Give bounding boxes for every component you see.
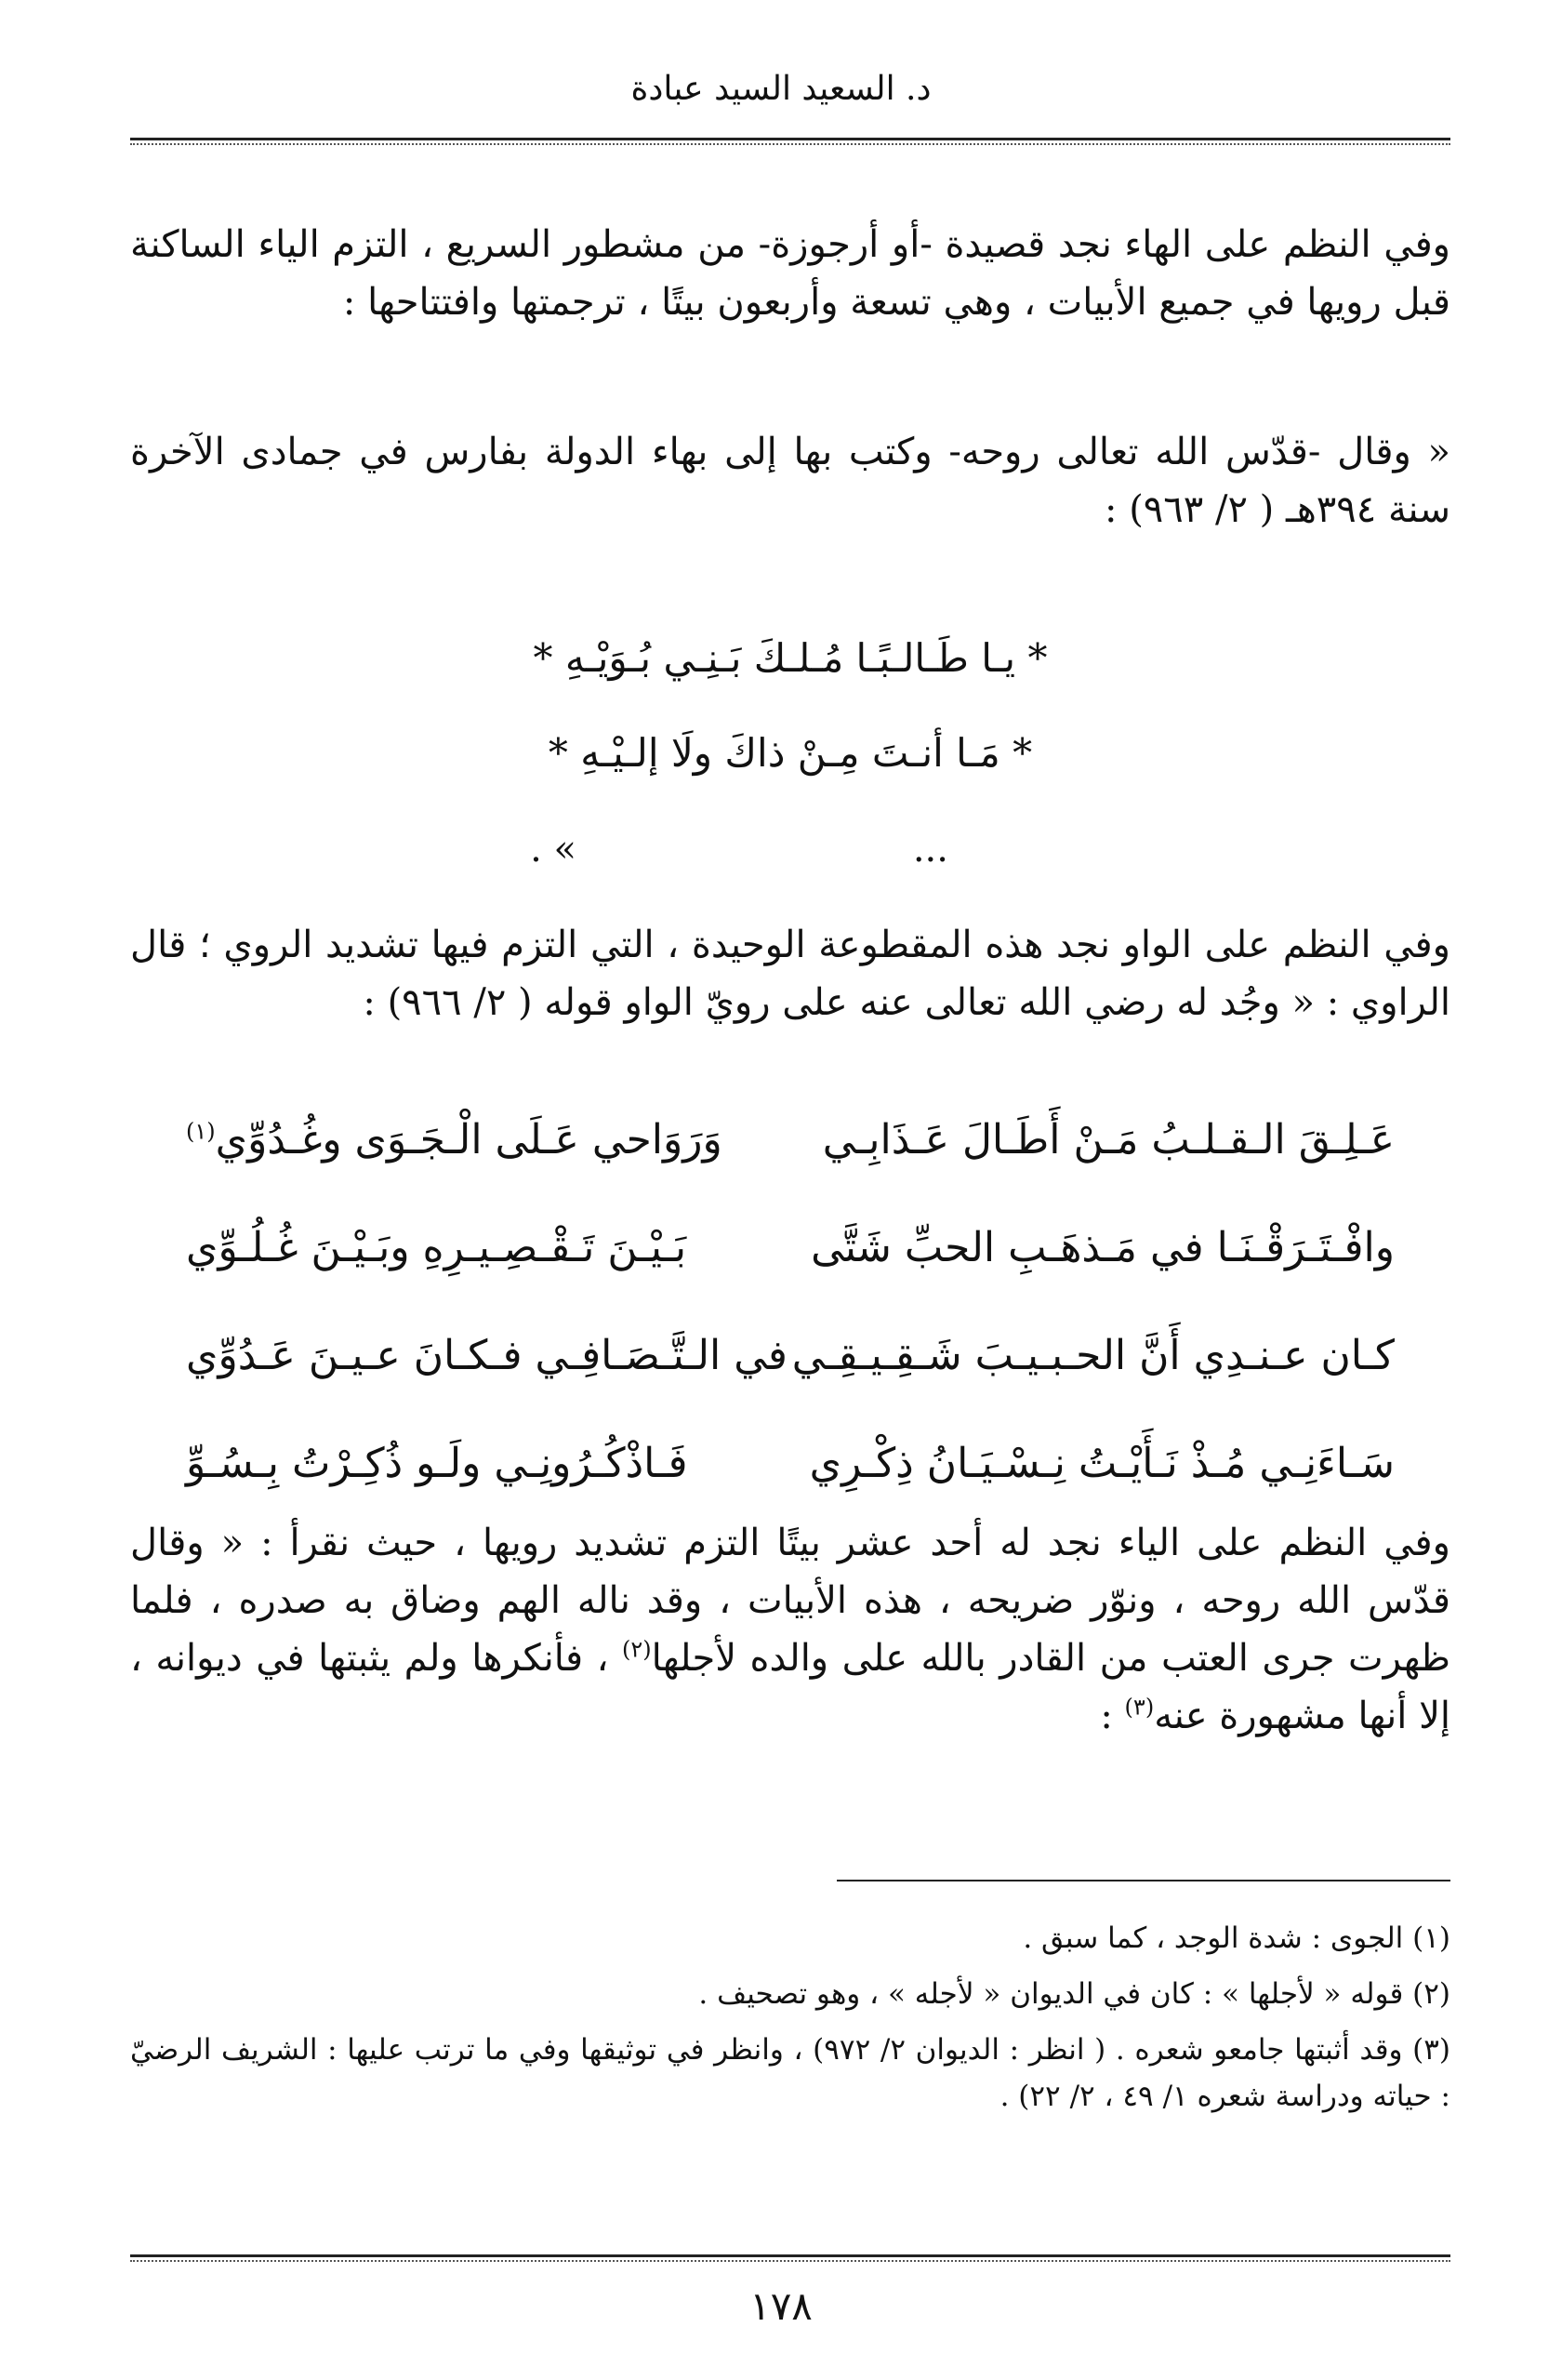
poem-hemistich-second: فَـاذْكُـرُونِـي ولَـو ذُكِـرْتُ بِـسُـوِّ: [186, 1440, 688, 1487]
ellipsis-dots: ...: [912, 828, 948, 871]
footnote-ref-2: (٢): [622, 1636, 652, 1663]
footnote-ref-1: (١): [186, 1118, 216, 1145]
paragraph-waw-rhyme: وفي النظم على الواو نجد هذه المقطوعة الوحيدة ، التي التزم فيها تشديد الروي ؛ قال الراوي : « وجُد له رضي الله تعالى عنه على رويّ الواو قوله ( ٢/ ٩٦٦) :: [130, 924, 1450, 1024]
paragraph-quote-intro: « وقال -قدّس الله تعالى روحه- وكتب بها إلى بهاء الدولة بفارس في جمادى الآخرة سنة ٣٩٤هـ ( ٢/ ٩٦٣) :: [130, 431, 1450, 531]
paragraph-ya-rhyme: وفي النظم على الياء نجد له أحد عشر بيتًا التزم تشديد رويها ، حيث نقرأ : « وقال قدّس الله روحه ، ونوّر ضريحه ، هذه الأبيات ، وقد ناله الهم وضاق به صدره ، فلما ظهرت جرى العتب من القادر بالله على والده لأجلها$^{(٢)}$ ، فأنكرها ولم يثبتها في ديوانه ، إلا أنها مشهورة عنه$^{(٣)}$ :: [130, 1522, 1450, 1737]
poem-hemistich-first: عَـلِـقَ الـقـلـبُ مَـنْ أَطَـالَ عَـذَابِـي: [822, 1116, 1395, 1163]
poem-line: [130, 1302, 1450, 1410]
poem-hemistich-first: وافْـتَـرَقْـنَـا في مَـذهَـبِ الحبِّ شَتَّى: [811, 1224, 1395, 1271]
footnote-3: (٣) وقد أثبتها جامعو شعره . ( انظر : الديوان ٢/ ٩٧٢) ، وانظر في توثيقها وفي ما ترتب عليها : الشريف الرضيّ : حياته ودراسة شعره ١/ ٤٩ ، ٢/ ٢٢) .: [130, 2033, 1450, 2113]
page-number: ١٧٨: [749, 2283, 813, 2329]
poem-hemistich-first: سَـاءَنِـي مُـذْ نَـأَيْـتُ نِـسْـيَـانُ ذِكْـرِي: [809, 1440, 1395, 1487]
paragraph-ha-rhyme: وفي النظم على الهاء نجد قصيدة -أو أرجوزة- من مشطور السريع ، التزم الياء الساكنة قبل رويها في جميع الأبيات ، وهي تسعة وأربعون بيتًا ، ترجمتها وافتتاحها :: [130, 223, 1450, 324]
poem-line: [130, 1194, 1450, 1302]
footnote-1: (١) الجوى : شدة الوجد ، كما سبق .: [1023, 1921, 1450, 1955]
poem-hemistich-second: وَرَوَاحي عَـلَى الْـجَـوَى وغُـدُوِّي$^{(١)}$: [186, 1116, 722, 1163]
poem-hemistich-first: كـان عـنـدِي أَنَّ الحـبـيـبَ شَـقِـيـقِـي: [791, 1332, 1395, 1379]
quote-close: » .: [530, 828, 576, 871]
verse-line-2: * مَـا أنـتَ مِـنْ ذاكَ ولَا إلـيْـهِ *: [548, 730, 1033, 776]
footnote-separator: [837, 1880, 1450, 1881]
verse-line-1: * يـا طَـالـبًـا مُـلـكَ بَـنِـي بُـوَيْـهِ *: [533, 635, 1048, 681]
footnote-ref-3: (٣): [1124, 1694, 1155, 1721]
footer-rule: [130, 2254, 1450, 2262]
poem-line: [130, 1410, 1450, 1518]
footnote-2: (٢) قوله « لأجلها » : كان في الديوان « لأجله » ، وهو تصحيف .: [698, 1977, 1450, 2011]
poem-hemistich-second: بَـيْـنَ تَـقْـصِـيـرِهِ وبَـيْـنَ غُـلُـوِّي: [186, 1224, 687, 1271]
header-rule: [130, 138, 1450, 145]
ellipsis-line: [130, 828, 1450, 874]
poem-line: [130, 1086, 1450, 1194]
poem-hemistich-second: في الـتَّـصَـافِـي فـكـانَ عـيـنَ عَـدُوِّي: [186, 1332, 788, 1379]
poem-block: [130, 1086, 1450, 1518]
running-header: د. السعيد السيد عبادة: [630, 70, 932, 108]
